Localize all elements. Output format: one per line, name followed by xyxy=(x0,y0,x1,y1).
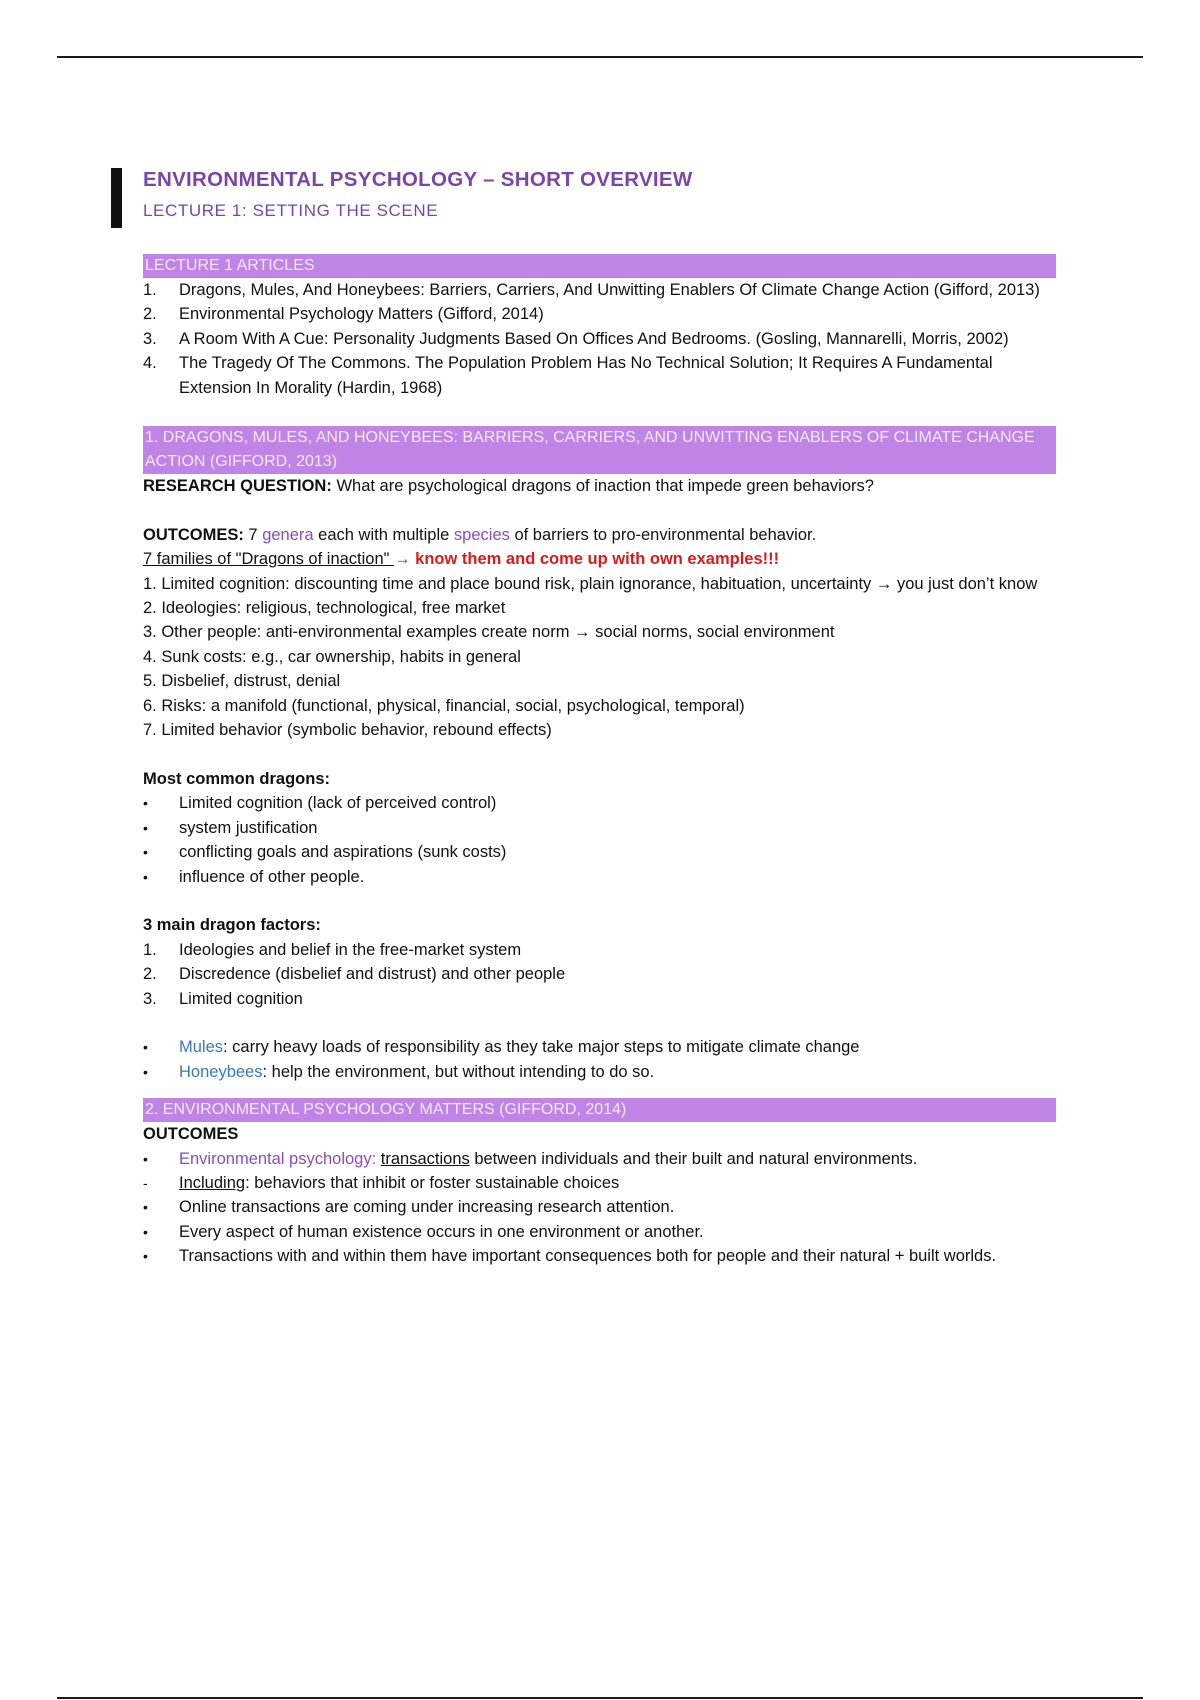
list-item: 3. A Room With A Cue: Personality Judgments Based On Offices And Bedrooms. (Gosling, Mannarelli, Morris, 2002) xyxy=(143,329,1009,348)
list-item: • conflicting goals and aspirations (sunk costs) xyxy=(143,843,507,862)
family-item: 5. Disbelief, distrust, denial xyxy=(143,672,341,691)
list-item: 1. Dragons, Mules, And Honeybees: Barriers, Carriers, And Unwitting Enablers Of Climate Change Action (Gifford, 2013) xyxy=(143,281,1040,299)
list-item: • Limited cognition (lack of perceived control) xyxy=(143,794,497,813)
family-item: 1. Limited cognition: discounting time and place bound risk, plain ignorance, habituation, uncertainty → you just don’t know xyxy=(143,574,1038,593)
dragon-factors-heading: 3 main dragon factors: xyxy=(143,916,321,935)
research-question: RESEARCH QUESTION: What are psychological dragons of inaction that impede green behaviors? xyxy=(143,477,874,496)
section2-heading: 2. ENVIRONMENTAL PSYCHOLOGY MATTERS (GIFFORD, 2014) xyxy=(143,1098,1056,1122)
list-item: • Transactions with and within them have important consequences both for people and their natural + built worlds. xyxy=(143,1247,997,1266)
section1-heading: 1. DRAGONS, MULES, AND HONEYBEES: BARRIERS, CARRIERS, AND UNWITTING ENABLERS OF CLIMATE CHANGE ACTION (GIFFORD, 2013) xyxy=(143,426,1056,474)
family-item: 4. Sunk costs: e.g., car ownership, habits in general xyxy=(143,647,521,666)
mules-item: • Mules: carry heavy loads of responsibility as they take major steps to mitigate climate change xyxy=(143,1038,860,1057)
list-item: • Environmental psychology: transactions between individuals and their built and natural environments. xyxy=(143,1149,918,1168)
outcomes-line: OUTCOMES: 7 genera each with multiple species of barriers to pro-environmental behavior. xyxy=(143,525,817,544)
species-term: species xyxy=(453,525,510,544)
families-note: → know them and come up with own examples!!! xyxy=(394,550,780,569)
honeybees-item: • Honeybees: help the environment, but without intending to do so. xyxy=(143,1062,655,1081)
family-item: 6. Risks: a manifold (functional, physical, financial, social, psychological, temporal) xyxy=(143,696,745,715)
genera-term: genera xyxy=(262,525,314,544)
document-body xyxy=(143,168,1056,1269)
top-rule xyxy=(57,56,1143,58)
list-item: - Including: behaviors that inhibit or foster sustainable choices xyxy=(143,1173,620,1192)
list-item: • influence of other people. xyxy=(143,867,365,886)
articles-heading: LECTURE 1 ARTICLES xyxy=(143,254,1056,278)
list-item: 2. Environmental Psychology Matters (Gifford, 2014) xyxy=(143,305,544,324)
family-item: 7. Limited behavior (symbolic behavior, rebound effects) xyxy=(143,721,552,740)
articles-list xyxy=(143,278,1056,400)
list-item: 4. The Tragedy Of The Commons. The Population Problem Has No Technical Solution; It Requires A Fundamental Extension In Morality (Hardin, 1968) xyxy=(143,354,993,397)
list-item: 2. Discredence (disbelief and distrust) and other people xyxy=(143,965,566,984)
list-item: • system justification xyxy=(143,818,318,837)
document-title: ENVIRONMENTAL PSYCHOLOGY – SHORT OVERVIEW xyxy=(143,168,693,191)
section2-outcomes-label: OUTCOMES xyxy=(143,1125,239,1144)
document-subtitle: LECTURE 1: SETTING THE SCENE xyxy=(143,201,439,220)
common-dragons-heading: Most common dragons: xyxy=(143,769,331,788)
list-item: • Every aspect of human existence occurs in one environment or another. xyxy=(143,1222,704,1241)
list-item: 3. Limited cognition xyxy=(143,989,303,1008)
family-item: 3. Other people: anti-environmental examples create norm → social norms, social environment xyxy=(143,623,835,642)
families-heading: 7 families of "Dragons of inaction" → know them and come up with own examples!!! xyxy=(143,550,780,569)
list-item: 1. Ideologies and belief in the free-market system xyxy=(143,940,522,959)
list-item: • Online transactions are coming under increasing research attention. xyxy=(143,1198,675,1217)
heading-marker-bar xyxy=(111,168,122,228)
family-item: 2. Ideologies: religious, technological, free market xyxy=(143,599,506,618)
bottom-rule xyxy=(57,1697,1143,1699)
